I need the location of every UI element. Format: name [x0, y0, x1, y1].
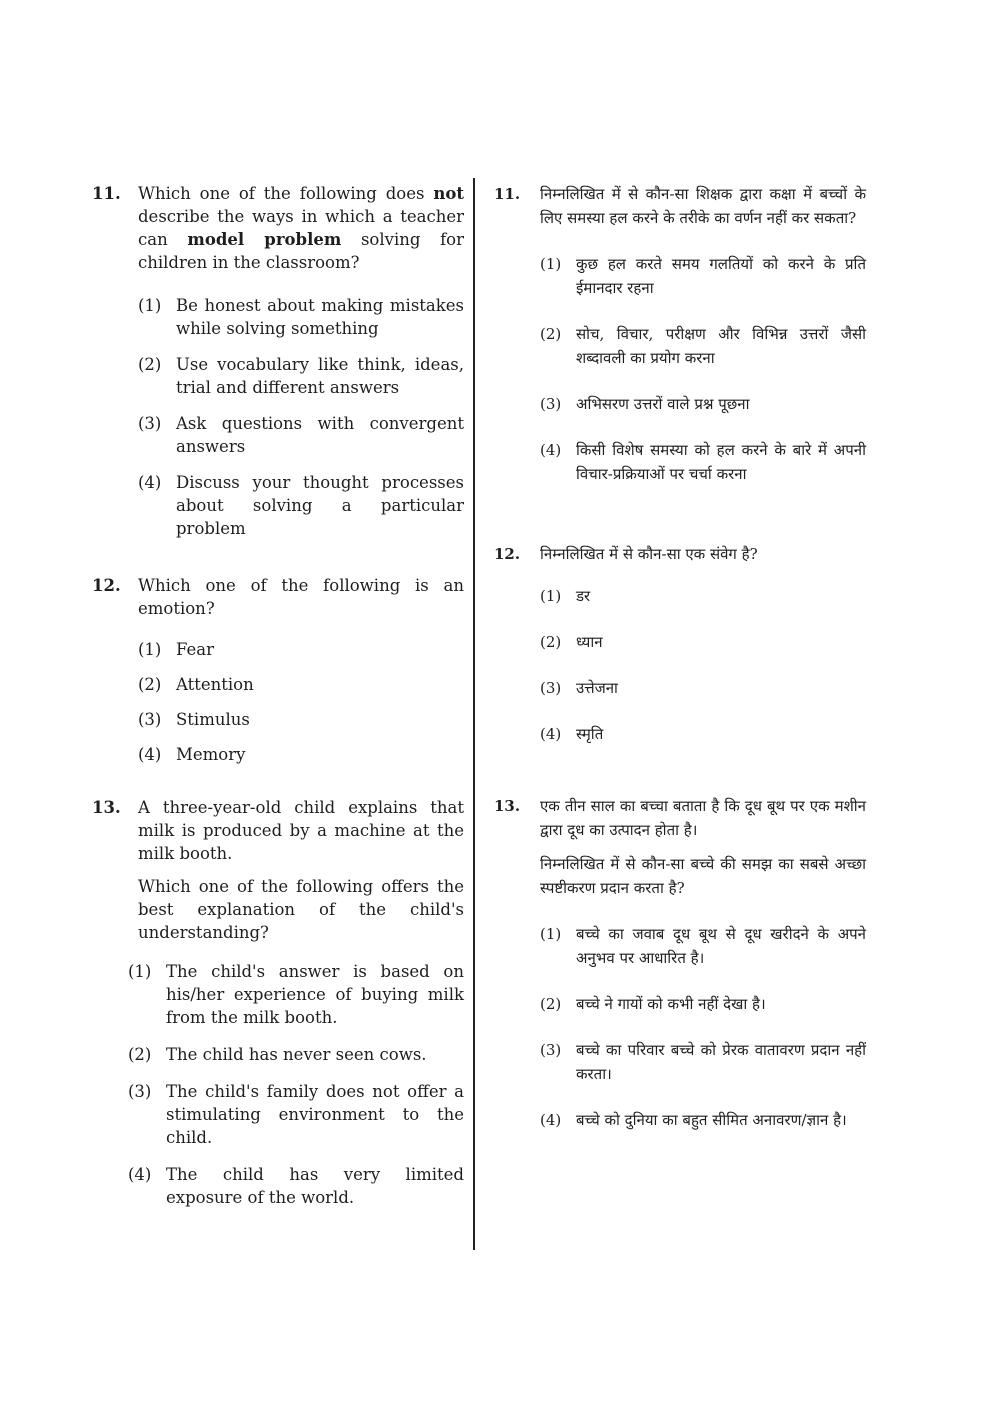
question-11-en: [92, 182, 464, 540]
option-text: Ask questions with convergent answers: [176, 414, 464, 456]
option-number: (1): [540, 587, 562, 605]
question-number: 12.: [92, 576, 121, 595]
option-number: (1): [138, 296, 162, 315]
question-text-part: describe the ways in which a teacher can: [138, 207, 464, 249]
option: [540, 1108, 866, 1132]
option-number: (3): [540, 679, 562, 697]
column-divider: [473, 178, 475, 1250]
option-number: (2): [138, 675, 162, 694]
question-body: [540, 182, 866, 486]
option-text: उत्तेजना: [576, 679, 618, 697]
option: [138, 294, 464, 340]
question-body: [540, 794, 866, 1132]
option-text: बच्चे का परिवार बच्चे को प्रेरक वातावरण प्रदान नहीं करता।: [576, 1041, 866, 1083]
question-body: [138, 574, 464, 766]
option: [540, 630, 866, 654]
option-text: Memory: [176, 745, 246, 764]
option: [138, 743, 464, 766]
option: [540, 322, 866, 370]
option: [540, 438, 866, 486]
option: [540, 922, 866, 970]
option-number: (2): [540, 325, 562, 343]
option-text: बच्चे का जवाब दूध बूथ से दूध खरीदने के अपने अनुभव पर आधारित है।: [576, 925, 866, 967]
option: [128, 1043, 464, 1066]
option: [128, 1080, 464, 1149]
options-list: [540, 922, 866, 1132]
question-number: 12.: [494, 545, 521, 563]
question-number: 11.: [494, 185, 521, 203]
option-text: किसी विशेष समस्या को हल करने के बारे में अपनी विचार-प्रक्रियाओं पर चर्चा करना: [576, 441, 866, 483]
option-text: कुछ हल करते समय गलतियों को करने के प्रति ईमानदार रहना: [576, 255, 866, 297]
option-number: (4): [540, 1111, 562, 1129]
option: [540, 392, 866, 416]
option-number: (2): [128, 1045, 152, 1064]
option-text: बच्चे ने गायों को कभी नहीं देखा है।: [576, 995, 766, 1013]
option-text: Attention: [176, 675, 254, 694]
option-text: डर: [576, 587, 591, 605]
question-12-hi: [494, 542, 866, 746]
option: [128, 1163, 464, 1209]
option: [540, 676, 866, 700]
question-13-en: [92, 796, 464, 1209]
question-body: [138, 182, 464, 540]
option: [540, 584, 866, 608]
option-number: (2): [138, 355, 162, 374]
option-text: The child has never seen cows.: [166, 1045, 427, 1064]
option-number: (4): [138, 473, 162, 492]
question-text: निम्नलिखित में से कौन-सा एक संवेग है?: [540, 545, 758, 563]
option-number: (3): [540, 395, 562, 413]
option-text: अभिसरण उत्तरों वाले प्रश्न पूछना: [576, 395, 750, 413]
option-number: (1): [540, 925, 562, 943]
option-number: (2): [540, 633, 562, 651]
option-number: (3): [540, 1041, 562, 1059]
hindi-column: [494, 178, 866, 1132]
options-list: [128, 960, 464, 1209]
option-number: (2): [540, 995, 562, 1013]
option-text: The child's family does not offer a stimulating environment to the child.: [166, 1082, 464, 1147]
option: [138, 638, 464, 661]
option-text: स्मृति: [576, 725, 604, 743]
option-number: (4): [540, 441, 562, 459]
option-number: (3): [138, 710, 162, 729]
option: [540, 252, 866, 300]
question-number: 11.: [92, 184, 121, 203]
question-text: Which one of the following is an emotion?: [138, 576, 464, 618]
question-text: A three-year-old child explains that milk is produced by a machine at the milk booth.: [138, 798, 464, 863]
options-list: [540, 252, 866, 486]
question-subtext: Which one of the following offers the best explanation of the child's understanding?: [138, 877, 464, 942]
option: [138, 708, 464, 731]
option-text: Use vocabulary like think, ideas, trial and different answers: [176, 355, 464, 397]
option: [128, 960, 464, 1029]
option: [138, 412, 464, 458]
question-body: [128, 796, 464, 1209]
option-text: Discuss your thought processes about solving a particular problem: [176, 473, 464, 538]
option-number: (1): [128, 962, 152, 981]
option-number: (1): [138, 640, 162, 659]
question-text: एक तीन साल का बच्चा बताता है कि दूध बूथ पर एक मशीन द्वारा दूध का उत्पादन होता है।: [540, 797, 866, 839]
option-text: The child's answer is based on his/her experience of buying milk from the milk booth.: [166, 962, 464, 1027]
option-text: Be honest about making mistakes while solving something: [176, 296, 464, 338]
question-text: निम्नलिखित में से कौन-सा शिक्षक द्वारा कक्षा में बच्चों के लिए समस्या हल करने के तरीके का वर्णन नहीं कर सकता?: [540, 185, 866, 227]
option: [540, 992, 866, 1016]
option-text: सोच, विचार, परीक्षण और विभिन्न उत्तरों जैसी शब्दावली का प्रयोग करना: [576, 325, 866, 367]
option-number: (3): [128, 1082, 152, 1101]
question-text-part: Which one of the following does: [138, 184, 434, 203]
options-list: [138, 638, 464, 766]
question-text: [138, 182, 464, 274]
options-list: [540, 584, 866, 746]
option: [540, 722, 866, 746]
option-number: (4): [128, 1165, 152, 1184]
question-13-hi: [494, 794, 866, 1132]
question-subtext: निम्नलिखित में से कौन-सा बच्चे की समझ का सबसे अच्छा स्पष्टीकरण प्रदान करता है?: [540, 855, 866, 897]
question-12-en: [92, 574, 464, 766]
option: [138, 353, 464, 399]
question-body: [540, 542, 866, 746]
option-text: ध्यान: [576, 633, 603, 651]
option-number: (4): [540, 725, 562, 743]
question-number: 13.: [494, 797, 521, 815]
option-text: Stimulus: [176, 710, 250, 729]
option-number: (1): [540, 255, 562, 273]
option-number: (4): [138, 745, 162, 764]
question-text-bold: not: [433, 184, 464, 203]
option: [540, 1038, 866, 1086]
english-column: [92, 178, 464, 1209]
question-11-hi: [494, 182, 866, 486]
option-text: Fear: [176, 640, 215, 659]
option-number: (3): [138, 414, 162, 433]
option-text: The child has very limited exposure of the world.: [166, 1165, 464, 1207]
question-text-part: solving for children in the classroom?: [138, 230, 465, 272]
option-text: बच्चे को दुनिया का बहुत सीमित अनावरण/ज्ञान है।: [576, 1111, 847, 1129]
options-list: [138, 294, 464, 540]
question-text-bold: model problem: [187, 230, 342, 249]
option: [138, 471, 464, 540]
option: [138, 673, 464, 696]
question-number: 13.: [92, 798, 121, 817]
